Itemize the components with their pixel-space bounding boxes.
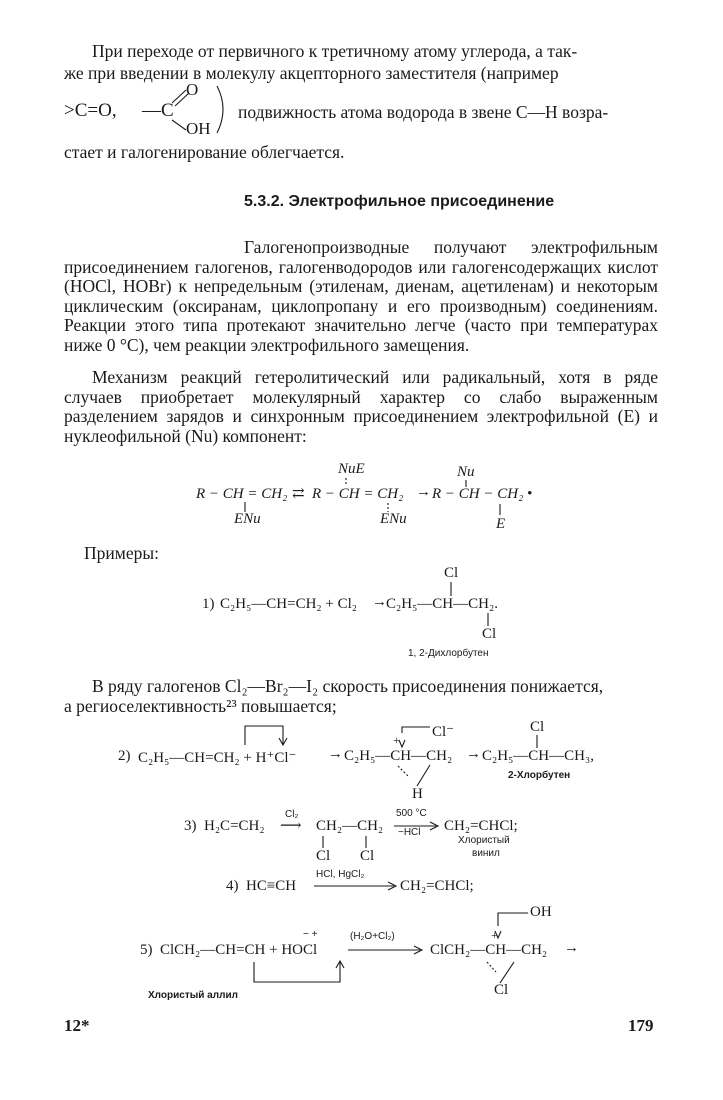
ex2-intermediate: C₂H₅—CH—CH₂ [344,748,453,764]
ex2-arrow-2: → [466,746,481,762]
ex1-arrow: → [372,594,387,610]
ex2-plus-charge: + [393,733,400,747]
paragraph-mechanism: Механизм реакций гетеролитический или радикальный, хотя в ряде случаев приобретает молекулярный характер со слабо выраженным разделением зарядов и синхронным присоединением электрофильной (E) и нуклеофильной (Nu) компонент: [64,367,658,446]
page-number: 179 [628,1016,654,1035]
ex5-reagent: (H₂O+Cl₂) [350,931,395,942]
ex2-product-name: 2-Хлорбутен [508,770,571,781]
mech-complex: R − CH = CH₂ [312,486,404,502]
ex4-reagent: HCl, HgCl₂ [316,869,365,880]
ex1-cl-bottom: Cl [482,626,497,642]
intro-line-3: подвижность атома водорода в звене C—H возра- [238,102,609,122]
ex5-oh: OH [530,904,552,920]
mech-complex-above: NuE [338,461,365,477]
ex5-reactant-name: Хлористый аллил [148,990,238,1001]
halogen-series-line-1: В ряду галогенов Cl₂—Br₂—I₂ скорость присоединения понижается, [92,676,604,696]
ex3-number: 3) [184,818,197,834]
ex3-product: CH₂=CHCl; [444,818,518,834]
intro-line-2: же при введении в молекулу акцепторного заместителя (например [64,63,559,83]
ex3-reactant: H₂C=CH₂ [204,818,265,834]
ex3-cl-1: Cl [316,848,331,864]
ex5-product-arrow: → [564,940,579,956]
ex5-cl: Cl [494,982,509,998]
ex5-product: ClCH₂—CH—CH₂ [430,942,548,958]
ex5-hocl-charges: − + [303,929,318,940]
ex3-condition-bottom: −HCl [398,827,421,838]
equilibrium-arrow: ⇄ [292,486,305,502]
ex1-cl-top: Cl [444,565,459,581]
intro-line-1: При переходе от первичного к третичному атому углерода, а так- [92,41,578,61]
mech-product: R − CH − CH₂ • [432,486,533,502]
paragraph-electrophilic-addition: Галогенопроизводные получают электрофильным присоединением галогенов, галогенводородов или галогенсодержащих кислот (HOCl, HOBr) к непредельным (этиленам, диенам, ацетиленам) и некоторым циклическим (оксиранам, циклопропану и его производным) соединениям. Реакции этого типа протекают значительно легче (часто при температурах ниже 0 °C), чем реакции электрофильного замещения. [64,237,658,355]
printer-signature: 12* [64,1016,90,1035]
ex3-arrow-1: ⟶ [280,818,302,834]
ex5-reactants: ClCH₂—CH=CH + HOCl [160,942,318,958]
ex3-product-name-1: Хлористый [458,835,510,846]
carboxyl-hydroxyl: OH [186,119,211,138]
mech-complex-below: ENu [380,511,407,527]
ex2-cl: Cl [530,719,545,735]
ex5-number: 5) [140,942,153,958]
ex1-product: C₂H₅—CH—CH₂. [386,596,498,612]
mech-product-above: Nu [457,464,475,480]
ex3-condition-top: 500 °C [396,808,427,819]
ex1-reactants: C₂H₅—CH=CH₂ + Cl₂ [220,596,358,612]
ex4-number: 4) [226,878,239,894]
carbonyl-formula: >C=O, [64,100,117,121]
carboxyl-oxygen: O [186,80,199,99]
ex4-product: CH₂=CHCl; [400,878,474,894]
halogen-series-line-2: а региоселективность²³ повышается; [64,696,337,716]
examples-label: Примеры: [84,543,159,563]
ex2-number: 2) [118,748,131,764]
ex1-number: 1) [202,596,215,612]
ex2-product: C₂H₅—CH—CH₃, [482,748,594,764]
mech-reactant-below: ENu [234,511,261,527]
ex2-cl-minus: Cl⁻ [432,724,455,740]
ex3-intermediate: CH₂—CH₂ [316,818,384,834]
ex2-h: H [412,786,423,802]
carboxyl-formula: —C [142,100,174,121]
ex3-reagent: Cl₂ [285,809,299,820]
section-heading: 5.3.2. Электрофильное присоединение [244,193,555,210]
ex3-cl-2: Cl [360,848,375,864]
mech-product-below: E [496,516,506,532]
ex5-plus-charge: + [491,928,498,942]
ex1-product-name: 1, 2-Дихлорбутен [408,648,489,659]
ex3-product-name-2: винил [472,848,500,859]
reaction-arrow: → [416,484,431,500]
intro-line-4: стает и галогенирование облегчается. [64,142,345,162]
ex2-reactants: C₂H₅—CH=CH₂ + H⁺Cl⁻ [138,750,297,766]
mech-reactant: R − CH = CH₂ [196,486,288,502]
ex2-arrow-1: → [328,746,343,762]
ex4-reactant: HC≡CH [246,878,297,894]
